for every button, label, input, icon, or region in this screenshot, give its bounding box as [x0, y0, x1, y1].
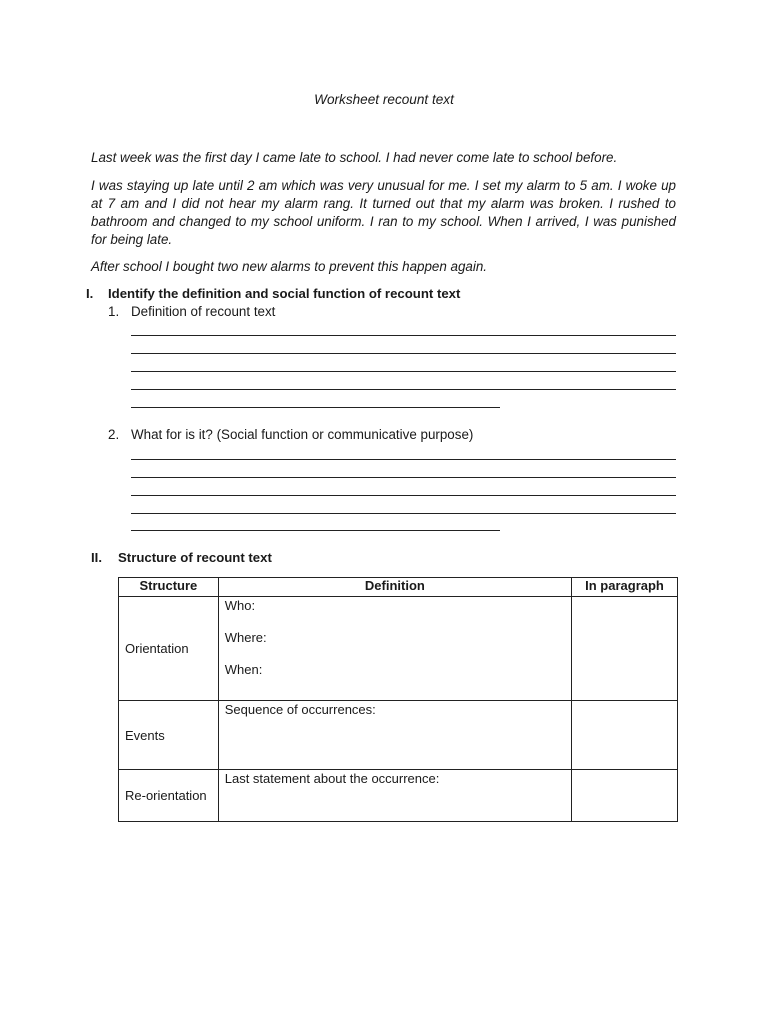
definition-last-statement-label: Last statement about the occurrence:	[224, 771, 440, 786]
structure-cell: Orientation	[119, 597, 219, 701]
answer-line[interactable]	[131, 477, 676, 478]
definition-who-label: Who:	[224, 598, 256, 613]
table-row	[119, 597, 678, 701]
structure-cell: Re-orientation	[119, 770, 219, 822]
table-row	[119, 770, 678, 822]
section-1-numeral: I.	[86, 286, 94, 301]
answer-line[interactable]	[131, 513, 676, 514]
answer-line[interactable]	[131, 371, 676, 372]
story-paragraph-2: I was staying up late until 2 am which was very unusual for me. I set my alarm to 5 am. I woke up at 7 am and I did not hear my alarm rang. It turned out that my alarm was broken. I rushed to bathroom and changed to my school uniform. I ran to my school. When I arrived, I was punished for being late.	[91, 178, 676, 247]
structure-cell: Events	[119, 701, 219, 770]
definition-where-label: Where:	[224, 630, 267, 645]
answer-line[interactable]	[131, 389, 676, 390]
definition-cell[interactable]	[218, 701, 571, 770]
question-1-text: Definition of recount text	[131, 304, 276, 319]
in-paragraph-cell[interactable]	[572, 597, 678, 701]
definition-when-label: When:	[224, 662, 263, 677]
column-header-definition: Definition	[218, 578, 571, 597]
section-2-heading: Structure of recount text	[118, 550, 272, 565]
definition-sequence-label: Sequence of occurrences:	[224, 702, 376, 717]
answer-line[interactable]	[131, 407, 500, 408]
section-2-numeral: II.	[91, 550, 102, 565]
column-header-in-paragraph: In paragraph	[572, 578, 678, 597]
table-header-row	[119, 578, 678, 597]
answer-line[interactable]	[131, 495, 676, 496]
question-2-text: What for is it? (Social function or communicative purpose)	[131, 427, 474, 442]
column-header-structure: Structure	[119, 578, 219, 597]
table-row	[119, 701, 678, 770]
answer-line[interactable]	[131, 459, 676, 460]
question-2-number: 2.	[108, 427, 120, 442]
definition-cell[interactable]	[218, 770, 571, 822]
answer-line[interactable]	[131, 335, 676, 336]
in-paragraph-cell[interactable]	[572, 770, 678, 822]
answer-line[interactable]	[131, 353, 676, 354]
page-title: Worksheet recount text	[314, 92, 454, 107]
in-paragraph-cell[interactable]	[572, 701, 678, 770]
section-1-heading: Identify the definition and social function of recount text	[108, 286, 461, 301]
structure-table	[118, 577, 678, 822]
story-paragraph-1: Last week was the first day I came late to school. I had never come late to school before.	[91, 150, 618, 165]
story-paragraph-3: After school I bought two new alarms to prevent this happen again.	[91, 259, 488, 274]
answer-line[interactable]	[131, 530, 500, 531]
question-1-number: 1.	[108, 304, 120, 319]
definition-cell[interactable]	[218, 597, 571, 701]
